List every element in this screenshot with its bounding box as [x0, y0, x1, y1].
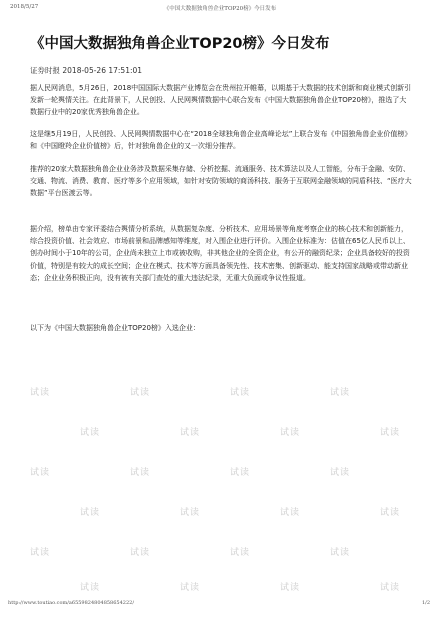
article-paragraph-4: 据介绍，榜单由专家评委结合舆情分析系统，从数据复杂度、分析技术、应用场景等角度考察企业的核心技术和创新能力，综合投资价值、社会效应、市场前景和品牌感知等维度，对入围企业进行评价。入围企业标准为：估值在65亿人民币以上、创办时间小于10年的公司，企业尚未独立上市或被收购，非其他企业的全资企业，有公开的融资纪录；企业具备较好的投资价值，特别是有较大的成长空间；企业在模式、技术等方面具备领先性、技术密集、创新驱动、能支持国家战略或带动新业态；企业业务积极正向，没有被有关部门查处的重大违法纪录，无重大负面或争议性报道。 [30, 225, 410, 282]
watermark: 试读 [80, 508, 101, 518]
print-header [10, 4, 430, 16]
watermark: 试读 [380, 583, 401, 593]
watermark: 试读 [130, 468, 151, 478]
watermark: 试读 [80, 428, 101, 438]
watermark: 试读 [280, 428, 301, 438]
watermark: 试读 [380, 508, 401, 518]
watermark: 试读 [230, 468, 251, 478]
print-doc-title: 《中国大数据独角兽企业TOP20榜》今日发布 [163, 6, 277, 12]
watermark: 试读 [280, 583, 301, 593]
watermark: 试读 [330, 548, 351, 558]
print-url: http://www.toutiao.com/a6559824804858654222/ [8, 600, 135, 606]
article-title: 《中国大数据独角兽企业TOP20榜》今日发布 [30, 36, 330, 52]
watermark: 试读 [30, 468, 51, 478]
page-number: 1/2 [421, 600, 430, 606]
watermark: 试读 [30, 388, 51, 398]
article-paragraph-2: 这是继5月19日，人民创投、人民网舆情数据中心在“2018全球独角兽企业高峰论坛”上联合发布《中国独角兽企业价值榜》和《中国瞪羚企业价值榜》后，针对独角兽企业的又一次细分推荐。 [30, 130, 412, 151]
watermark: 试读 [80, 583, 101, 593]
watermark: 试读 [180, 428, 201, 438]
watermark: 试读 [230, 388, 251, 398]
watermark: 试读 [130, 388, 151, 398]
print-date: 2018/5/27 [10, 4, 39, 10]
watermark: 试读 [30, 548, 51, 558]
watermark: 试读 [280, 508, 301, 518]
watermark: 试读 [130, 548, 151, 558]
article-source-time: 证券时报 2018-05-26 17:51:01 [30, 66, 143, 75]
article-paragraph-3: 推荐的20家大数据独角兽企业业务涉及数据采集存储、分析挖掘、流通服务、技术算法以及人工智能，分布于金融、安防、交通、物流、消费、教育、医疗等多个应用领域，如针对安防领域的商汤科技、服务于互联网金融领域的同盾科技、“医疗大数据”平台医渡云等。 [30, 165, 412, 198]
watermark: 试读 [180, 508, 201, 518]
watermark: 试读 [330, 468, 351, 478]
article-paragraph-1: 据人民网消息，5月26日，2018中国国际大数据产业博览会在贵州拉开帷幕，以期基于大数据的技术创新和商业模式创新引发新一轮舆情关注。在此背景下，人民创投、人民网舆情数据中心联合发布《中国大数据独角兽企业TOP20榜》，推选了大数据行业中的20家优秀独角兽企业。 [30, 84, 412, 117]
watermark: 试读 [330, 388, 351, 398]
watermark: 试读 [230, 548, 251, 558]
watermark: 试读 [380, 428, 401, 438]
print-footer [8, 600, 430, 610]
article-paragraph-5: 以下为《中国大数据独角兽企业TOP20榜》入选企业： [30, 324, 200, 332]
watermark: 试读 [180, 583, 201, 593]
